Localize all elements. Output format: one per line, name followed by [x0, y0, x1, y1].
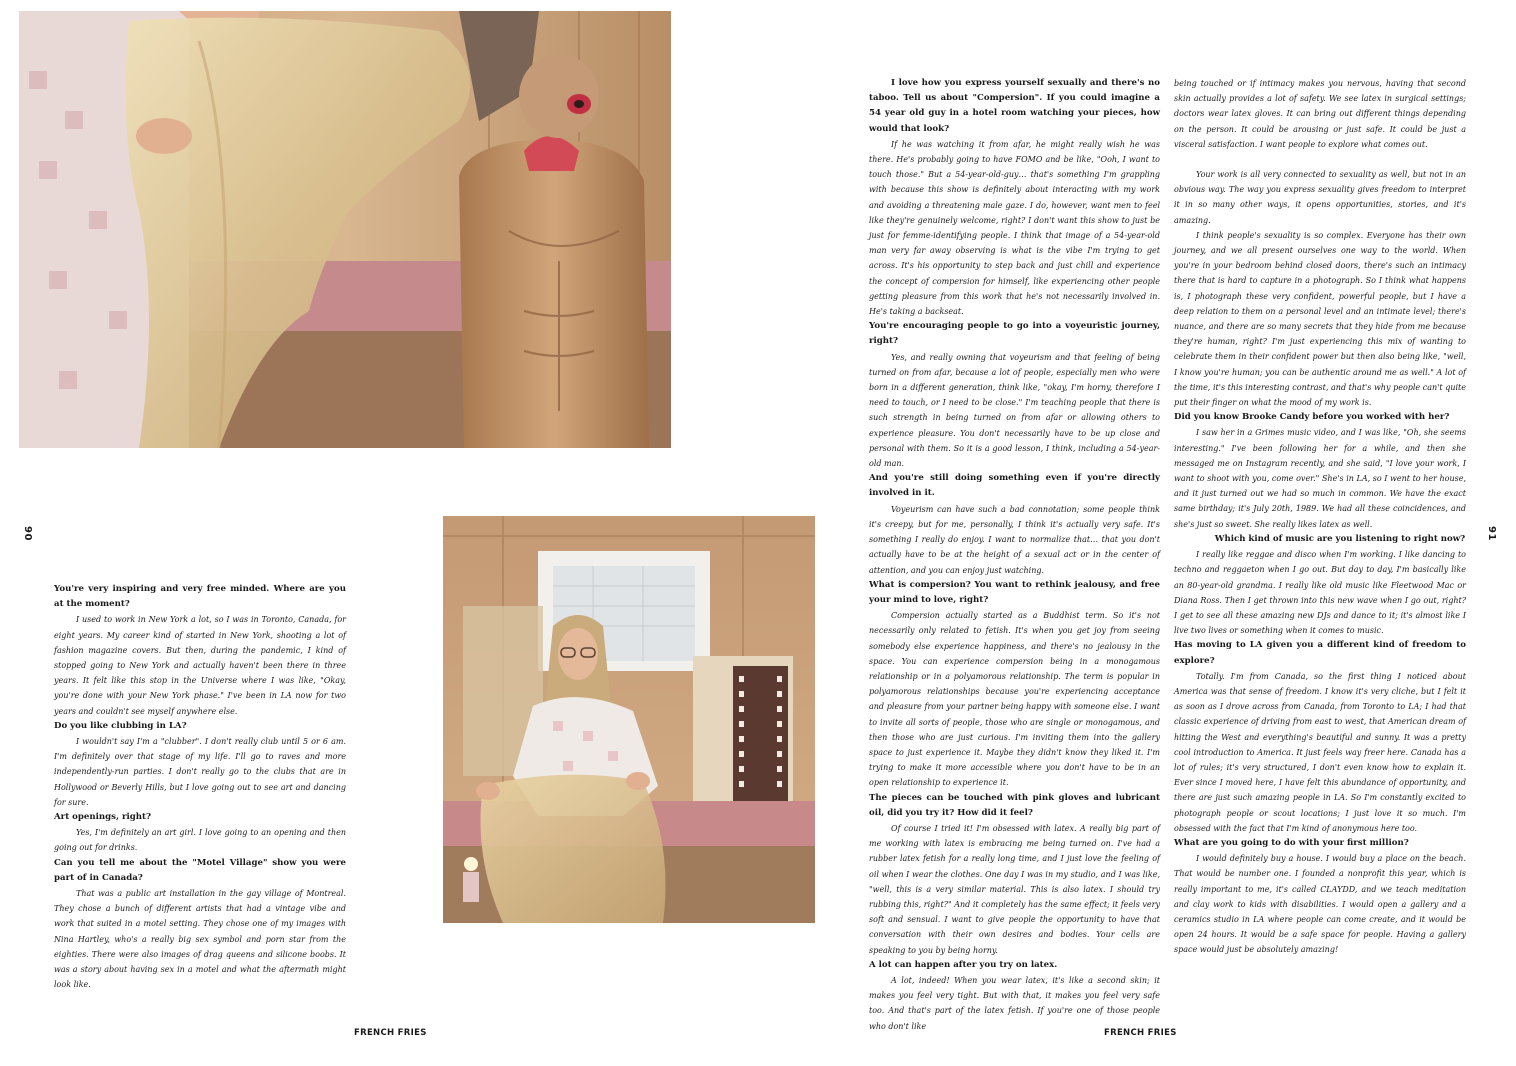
footer-magazine-name-right: FRENCH FRIES [1104, 1028, 1177, 1038]
photo-top-illustration [19, 11, 671, 448]
answer: I used to work in New York a lot, so I was in Toronto, Canada, for eight years. My career kind of started in New York, shooting a lot of fashion magazine covers. But then, during the pandemic, I kind of stopped going to New York and actually haven't been there in three years. It felt like this stop in the Universe where I was like, "Okay, you're done with your New York phase." I've been in LA now for two years and couldn't see myself anywhere else. [54, 615, 346, 716]
photo-bottom-illustration [443, 516, 815, 923]
question: What is compersion? You want to rethink jealousy, and free your mind to love, right? [869, 579, 1160, 605]
answer: A lot, indeed! When you wear latex, it's like a second skin; it makes you feel very tight. But with that, it makes you feel very safe too. And that's part of the latex fetish. If you're one of those people who don't like [869, 975, 1160, 1031]
question: Art openings, right? [54, 812, 152, 823]
question: Did you know Brooke Candy before you worked with her? [1174, 412, 1450, 423]
interview-column-left [54, 582, 346, 992]
question: And you're still doing something even if you're directly involved in it. [869, 473, 1160, 499]
answer: I would definitely buy a house. I would buy a place on the beach. That would be number one. I founded a nonprofit this year, which is really important to me, it's called CLAYDD, and we teach meditation and clay work to kids with disabilities. I would open a gallery and a ceramics studio in LA where people can come create, and it would be open 24 hours. It would be a safe space for people. Having a gallery space would just be absolutely amazing! [1174, 854, 1466, 955]
interview-column-middle [869, 76, 1160, 1034]
answer: I saw her in a Grimes music video, and I was like, "Oh, she seems interesting." I've been following her for a while, and then she messaged me on Instagram recently, and she said, "I love your work, I want to shoot with you, come over." She's in LA, so I went to her house, and it just turned out we had so much in common. We have the exact same birthday; it's July 20th, 1989. We had all these coincidences, and she's just so sweet. She really likes latex as well. [1174, 428, 1466, 529]
question: The pieces can be touched with pink gloves and lubricant oil, did you try it? How did it feel? [869, 792, 1160, 818]
question: Which kind of music are you listening to right now? [1214, 533, 1466, 544]
answer: Yes, and really owning that voyeurism and that feeling of being turned on from afar, because a lot of people, especially men who were born in a different generation, think like, "okay, I'm horny, therefore I need to touch, or I need to be close." I'm teaching people that there is such strength in being turned on from afar or allowing others to experience pleasure. You don't necessarily have to be up close and personal with them. So it is a good lesson, I think, including a 54-year-old man. [869, 352, 1160, 469]
question: You're encouraging people to go into a voyeuristic journey, right? [869, 321, 1160, 347]
footer-magazine-name-left: FRENCH FRIES [354, 1028, 427, 1038]
answer: Yes, I'm definitely an art girl. I love going to an opening and then going out for drinks. [54, 828, 346, 853]
answer: If he was watching it from afar, he might really wish he was there. He's probably going to have FOMO and be like, "Ooh, I want to touch those." But a 54-year-old-guy… that's something I'm grappling with because this show is definitely about interacting with my work and avoiding a threatening male gaze. I do, however, want men to feel like they're genuinely welcome, right? I don't want this show to just be just for femme-identifying people. I think that image of a 54-year-old man very far away observing is what is the vibe I'm trying to get across. It's his opportunity to step back and just chill and experience the concept of compersion for himself, like experiencing other people getting pleasure from this work that he's not necessarily involved in. He's taking a backseat. [869, 139, 1160, 317]
page-number-left: 90 [21, 526, 33, 541]
answer-continued: being touched or if intimacy makes you nervous, having that second skin actually provides a lot of safety. We see latex in surgical settings; doctors wear latex gloves. It can bring out different things depending on the person. It could be arousing or just safe. It could be just a visceral satisfaction. I want people to explore what comes out. [1174, 79, 1466, 149]
question: A lot can happen after you try on latex. [869, 959, 1058, 970]
answer: Totally. I'm from Canada, so the first thing I noticed about America was that sense of freedom. I know it's very cliche, but I felt it as soon as I drove across from Canada, from Toronto to LA; I had that classic experience of driving from east to west, that American dream of hitting the West and everything's beautiful and sunny. It was a pretty cool introduction to America. It just feels way freer here. Canada has a lot of rules; it's very structured, I don't even know how to explain it. Ever since I moved here, I have felt this abundance of opportunity, and there are just such amazing people in LA. So I'm constantly excited to photograph people or scout locations; I just love it so much. I'm obsessed with the fact that I'm kind of anonymous here too. [1174, 671, 1466, 833]
answer: That was a public art installation in the gay village of Montreal. They chose a bunch of different artists that had a vintage vibe and work that suited in a motel setting. They chose one of my images with Nina Hartley, who's a really big sex symbol and porn star from the eighties. There were also images of drag queens and silicone boobs. It was a story about having sex in a motel and what the aftermath might look like. [54, 889, 346, 990]
interview-column-right [1174, 76, 1466, 958]
question: Can you tell me about the "Motel Village" show you were part of in Canada? [54, 857, 346, 883]
question: You're very inspiring and very free minded. Where are you at the moment? [54, 584, 346, 610]
answer: Of course I tried it! I'm obsessed with latex. A really big part of me working with latex is embracing me being turned on. I've had a rubber latex fetish for a really long time, and I just love the feeling of oil when I wear the clothes. One day I was in my studio, and I was like, "well, this is a very similar material. This is also latex. I should try rubbing this, right?" And it completely has the same effect; it feels very soft and sensual. I want to give people the opportunity to have that conversation with their own desires and bodies. Your cells are speaking to you by being horny. [869, 823, 1160, 955]
answer: I really like reggae and disco when I'm working. I like dancing to techno and reggaeton when I go out. But day to day, I'm basically like an 80-year-old grandma. I really like old music like Fleetwood Mac or Diana Ross. Then I get thrown into this new wave when I go out, right? I get to see all these amazing new DJs and dance to it; it's almost like I live two lives or something when it comes to music. [1174, 550, 1466, 636]
answer: I think people's sexuality is so complex. Everyone has their own journey, and we all present ourselves one way to the world. When you're in your bedroom behind closed doors, there's such an intimacy there that is hard to capture in a photograph. So I think what happens is, I photograph these very confident, powerful people, but I have a deep relation to them on a personal level and an intimate level; there's nuance, and there are so many secrets that they hide from me because they're human, right? I'm just experiencing this mix of wanting to celebrate them in their confident power but then also being like, "well, I know you're human; you can be authentic around me as well." A lot of the time, it's this interesting contrast, and that's why people can't quite put their finger on what the mood of my work is. [1174, 230, 1466, 408]
answer: Compersion actually started as a Buddhist term. So it's not necessarily only related to fetish. It's when you get joy from seeing somebody else experience happiness, and there's no jealousy in the space. You can experience compersion being in a monogamous relationship or in a polyamorous relationship. The term is popular in polyamorous relationships because you're experiencing acceptance and pleasure from your partner being happy with someone else. I want to invite all sorts of people, those who are single or monogamous, and then those who are just curious. I'm inviting them into the gallery space to just experience it. Maybe they didn't know they liked it. I'm trying to make it more accessible where you don't have to be in an open relationship to experience it. [869, 611, 1160, 788]
photo-top [19, 11, 671, 448]
page-number-right: 91 [1485, 526, 1497, 541]
photo-bottom [443, 516, 815, 923]
answer: Voyeurism can have such a bad connotation; some people think it's creepy, but for me, personally, I think it's actually very safe. It's something I really do enjoy. I want to normalize that… that you don't actually have to be at the height of a sexual act or in the center of attention, and you can enjoy just watching. [869, 504, 1160, 575]
answer: Your work is all very connected to sexuality as well, but not in an obvious way. The way you express sexuality gives freedom to interpret it in so many other ways, it opens opportunities, stories, and it's amazing. [1174, 170, 1466, 225]
question: What are you going to do with your first million? [1174, 837, 1409, 848]
question: I love how you express yourself sexually and there's no taboo. Tell us about "Compersion". If you could imagine a 54 year old guy in a hotel room watching your pieces, how would that look? [869, 78, 1160, 134]
question: Has moving to LA given you a different kind of freedom to explore? [1174, 640, 1466, 666]
question: Do you like clubbing in LA? [54, 720, 187, 731]
answer: I wouldn't say I'm a "clubber". I don't really club until 5 or 6 am. I'm definitely over that stage of my life. I'll go to raves and more independently-run parties. I don't really go to the clubs that are in Hollywood or Beverly Hills, but I love going out to see art and dancing for sure. [54, 737, 346, 807]
